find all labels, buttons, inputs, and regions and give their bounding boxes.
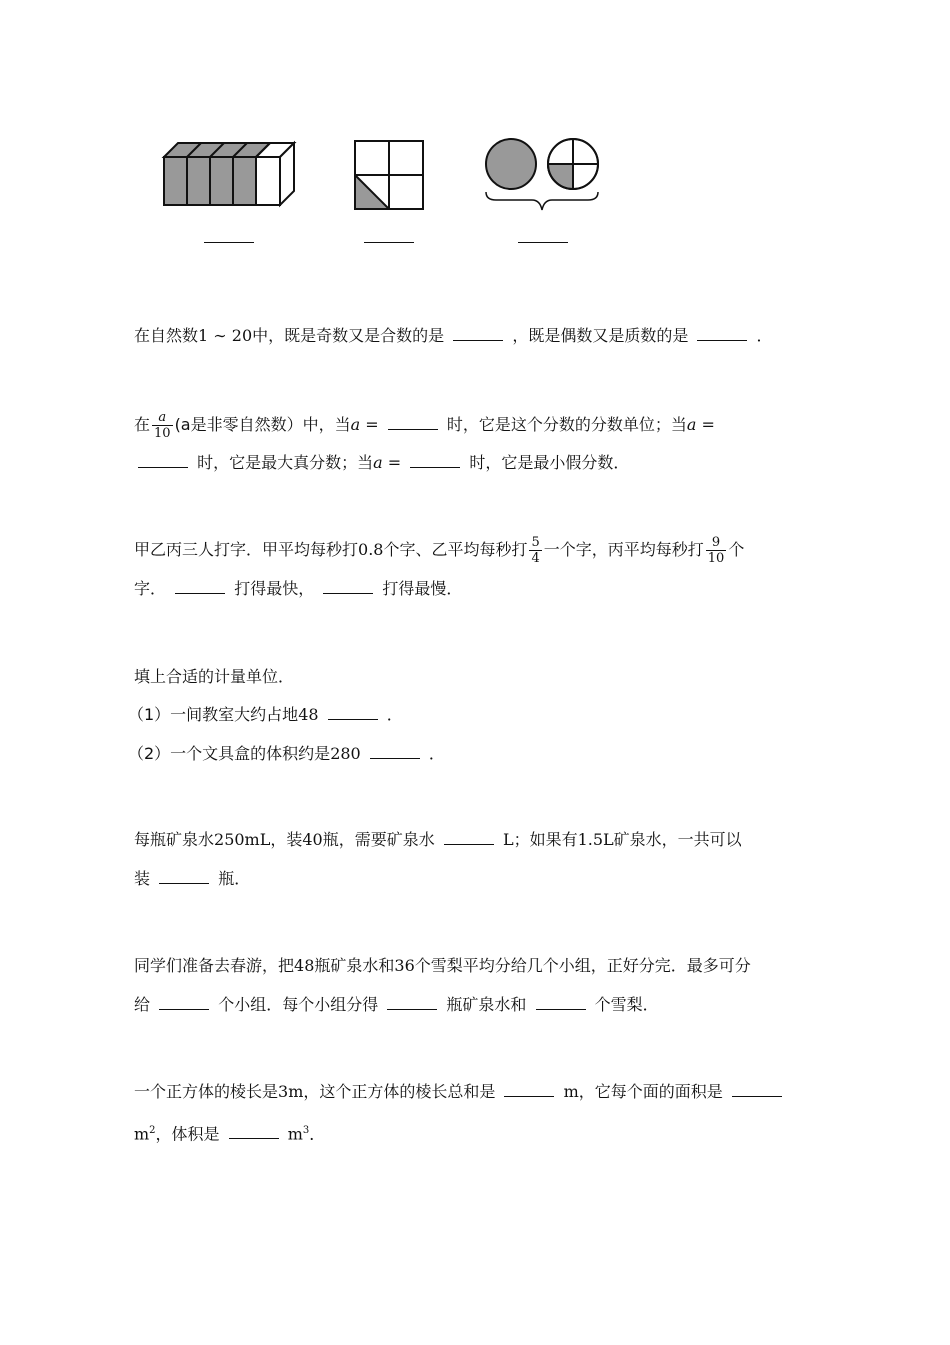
question-cube-line2: $m^2$，体积是 $m^3$． <box>134 1124 326 1144</box>
shaded-circles-figure <box>486 139 598 210</box>
answer-blank-unit-fraction[interactable] <box>388 415 438 430</box>
question-fraction-a-over-10-line2: 时，它是最大真分数；当a = 时，它是最小假分数． <box>134 452 629 474</box>
answer-blank-even-prime[interactable] <box>697 326 747 341</box>
answer-blank-pencil-box-volume-unit[interactable] <box>370 744 420 759</box>
answer-blank-smallest-improper[interactable] <box>410 453 460 468</box>
answer-blank-bottle-count[interactable] <box>159 869 209 884</box>
shaded-prism-figure <box>164 143 294 205</box>
fraction-9-10: $\frac{9}{10}$ <box>707 535 725 566</box>
answer-blank-face-area[interactable] <box>732 1082 782 1097</box>
answer-blank-figure-2[interactable] <box>364 242 414 243</box>
answer-blank-group-count[interactable] <box>159 995 209 1010</box>
answer-blank-fastest[interactable] <box>175 579 225 594</box>
answer-blank-bottles-per-group[interactable] <box>387 995 437 1010</box>
question-units-title: 填上合适的计量单位． <box>134 667 295 686</box>
question-mineral-water-line2: 装 瓶． <box>134 869 251 888</box>
answer-blank-figure-3[interactable] <box>518 242 568 243</box>
question-units-item-1: （1）一间教室大约占地48 ． <box>128 705 403 724</box>
answer-blank-total-liters[interactable] <box>444 830 494 845</box>
question-units-item-2: （2）一个文具盒的体积约是280 ． <box>128 744 445 763</box>
question-spring-outing: 同学们准备去春游，把48瓶矿泉水和36个雪梨平均分给几个小组，正好分完．最多可分 <box>134 956 751 975</box>
question-cube: 一个正方体的棱长是3m，这个正方体的棱长总和是 m，它每个面的面积是 <box>134 1081 786 1103</box>
fraction-5-4: $\frac{5}{4}$ <box>531 535 540 566</box>
answer-blank-odd-composite[interactable] <box>453 326 503 341</box>
answer-blank-pears-per-group[interactable] <box>536 995 586 1010</box>
question-mineral-water: 每瓶矿泉水250mL，装40瓶，需要矿泉水 L；如果有1.5L矿泉水，一共可以 <box>134 830 742 849</box>
question-natural-numbers: 在自然数1 ∼ 20中，既是奇数又是合数的是 ，既是偶数又是质数的是 ． <box>134 326 773 345</box>
question-spring-outing-line2: 给 个小组．每个小组分得 瓶矿泉水和 个雪梨． <box>134 995 659 1014</box>
answer-blank-volume[interactable] <box>229 1124 279 1139</box>
answer-blank-figure-1[interactable] <box>204 242 254 243</box>
fraction-figures <box>0 0 950 260</box>
question-typing-speed: 甲乙丙三人打字．甲平均每秒打0.8个字、乙平均每秒打 $\frac{5}{4}$ 一个字，丙平均每秒打 $\frac{9}{10}$ 个 <box>134 535 745 566</box>
fraction-a-10: $\frac{a}{10}$ <box>154 410 171 441</box>
answer-blank-edge-total[interactable] <box>504 1082 554 1097</box>
answer-blank-largest-proper[interactable] <box>138 453 188 468</box>
answer-blank-classroom-area-unit[interactable] <box>328 705 378 720</box>
question-fraction-a-over-10: 在 $\frac{a}{10}$ (a是非零自然数）中，当a = 时，它是这个分数的分数单位；当a = <box>134 410 715 441</box>
brace-icon <box>486 192 598 210</box>
answer-blank-slowest[interactable] <box>323 579 373 594</box>
question-typing-speed-line2: 字． 打得最快， 打得最慢． <box>134 579 463 598</box>
shaded-square-figure <box>355 141 423 209</box>
